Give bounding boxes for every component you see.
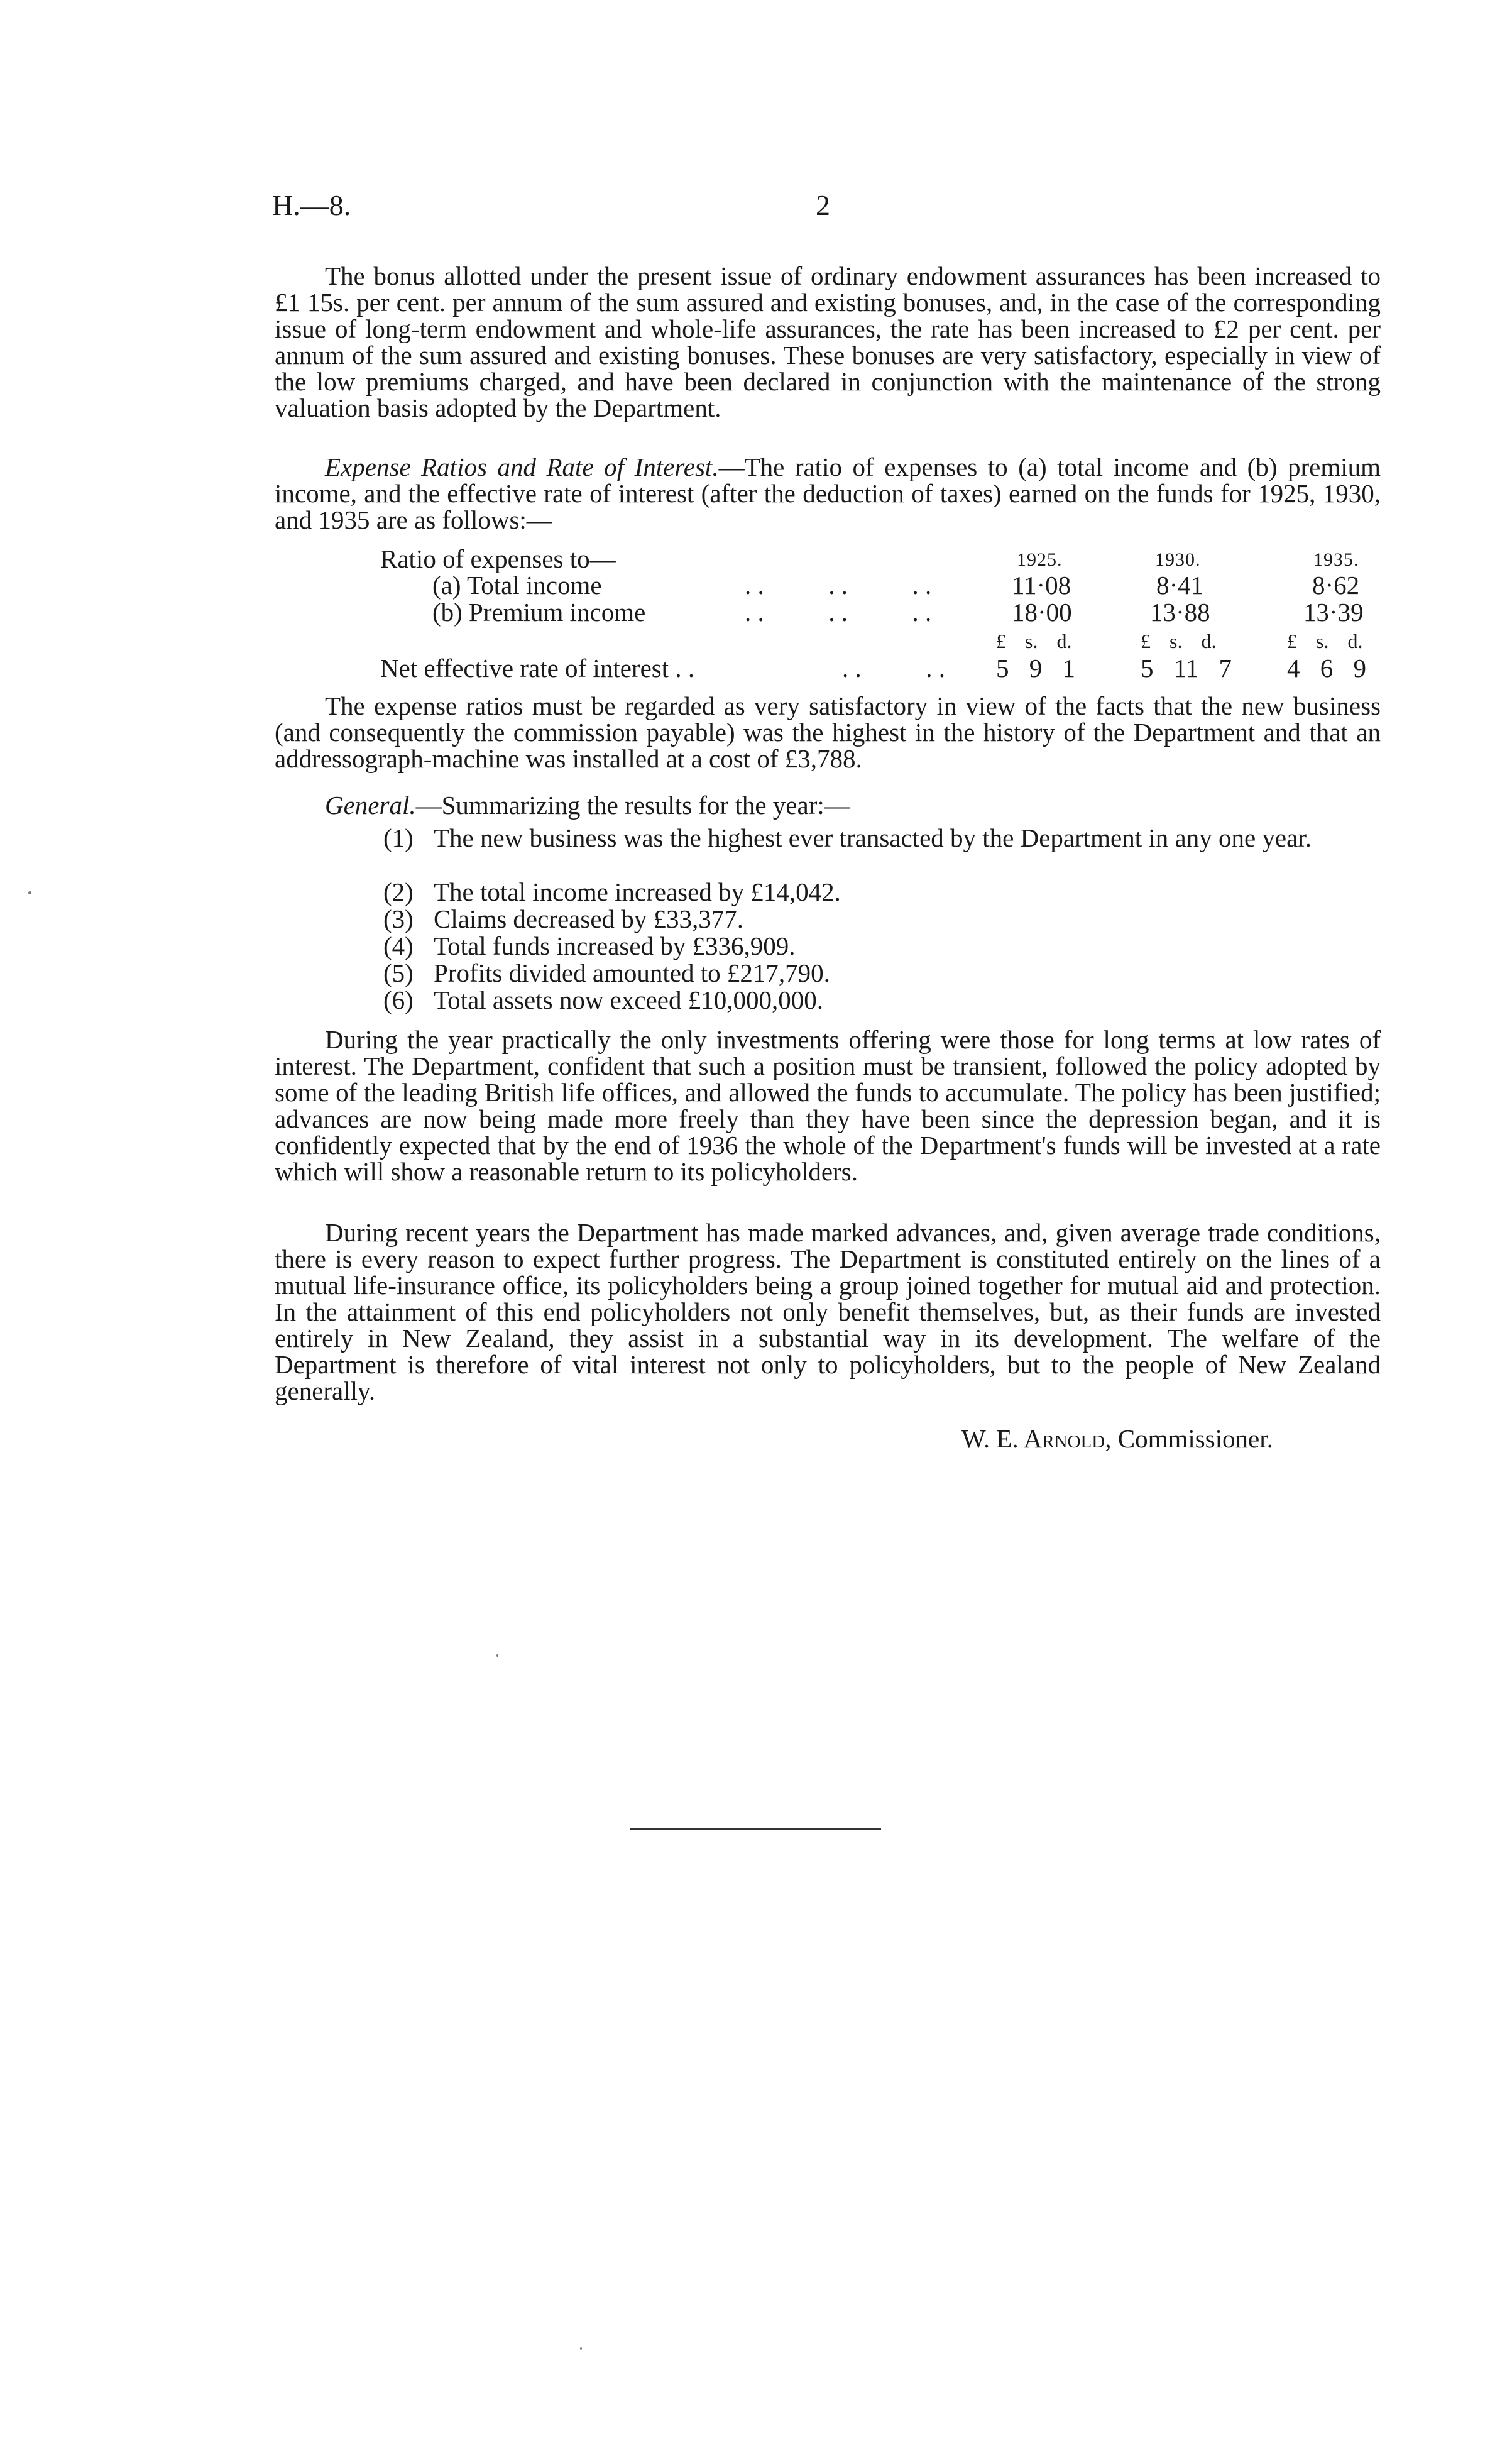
list-item-number: (2): [383, 877, 414, 906]
list-item-text: The total income increased by £14,042.: [434, 877, 841, 906]
list-item-number: (6): [383, 986, 414, 1014]
scan-speck: [580, 2347, 582, 2350]
scan-speck: [496, 1654, 498, 1657]
year-1925-header: 1925.: [1017, 549, 1063, 570]
bonus-paragraph-text: The bonus allotted under the present issue of ordinary endowment assurances has been increased to £1 15s. per cent. per annum of the sum assured and existing bonuses, and, in the case of the corresponding issue of long-term endowment and whole-life assurances, the rate has been increased to £2 per cent. per annum of the sum assured and existing bonuses. These bonuses are very satisfactory, especially in view of the low premiums charged, and have been declared in conjunction with the maintenance of the strong valuation basis adopted by the Department.: [275, 261, 1381, 422]
premium-income-1935: 13·39: [1303, 598, 1364, 627]
list-item-text: Total funds increased by £336,909.: [434, 931, 796, 960]
expense-ratios-comment-text: The expense ratios must be regarded as very satisfactory in view of the facts that the new business (and consequently the commission payable) was the highest in the history of the Department and that an addressograph-machine was installed at a cost of £3,788.: [275, 691, 1381, 773]
list-item-number: (1): [383, 823, 414, 852]
total-income-1935: 8·62: [1312, 571, 1360, 600]
ratio-label: Ratio of expenses to—: [380, 544, 616, 573]
interest-1930: 5 11 7: [1141, 654, 1232, 683]
list-item: [383, 825, 1383, 851]
page-number: 2: [816, 189, 830, 221]
premium-income-label: (b) Premium income: [432, 598, 646, 627]
expense-ratios-comment: [275, 693, 1381, 772]
document-reference: H.—8.: [272, 189, 351, 221]
expense-ratios-paragraph: [275, 454, 1381, 533]
total-income-1925: 11·08: [1012, 571, 1071, 600]
interest-label: Net effective rate of interest . .: [380, 654, 695, 683]
year-1935-header: 1935.: [1313, 549, 1359, 570]
investments-paragraph: [275, 1026, 1381, 1185]
premium-income-1925: 18·00: [1012, 598, 1072, 627]
list-item: [383, 906, 1383, 932]
scan-speck: [28, 891, 31, 894]
list-item-text: Claims decreased by £33,377.: [434, 904, 744, 933]
list-item: [383, 987, 1383, 1013]
investments-paragraph-text: During the year practically the only investments offering were those for long terms at low rates of interest. The Department, confident that such a position must be transient, followed the policy adopted by some of the leading British life offices, and allowed the funds to accumulate. The policy has been justified; advances are now being made more freely than they have been since the depression began, and it is confidently expected that by the end of 1936 the whole of the Department's funds will be invested at a rate which will show a reasonable return to its policyholders.: [275, 1025, 1381, 1186]
list-item-text: Total assets now exceed £10,000,000.: [434, 986, 823, 1014]
total-income-label: (a) Total income: [432, 571, 602, 600]
expense-ratios-heading: Expense Ratios and Rate of Interest.: [325, 453, 719, 481]
signature-title: Commissioner.: [1117, 1424, 1273, 1453]
signature: [961, 1424, 1273, 1454]
premium-income-1930: 13·88: [1150, 598, 1210, 627]
currency-header-1935: £ s. d.: [1287, 630, 1363, 652]
list-item: [383, 960, 1383, 986]
total-income-leader-dots: . . . . . .: [745, 571, 932, 600]
closing-rule: [630, 1828, 881, 1830]
interest-1925: 5 9 1: [996, 654, 1075, 683]
list-item-number: (3): [383, 904, 414, 933]
year-1930-header: 1930.: [1155, 549, 1201, 570]
currency-header-1925: £ s. d.: [996, 630, 1072, 652]
premium-income-leader-dots: . . . . . .: [745, 598, 932, 627]
general-text: —Summarizing the results for the year:—: [415, 791, 850, 820]
list-item-number: (5): [383, 958, 414, 987]
general-heading: General.: [325, 791, 416, 820]
general-line: [325, 792, 850, 818]
list-item: [383, 879, 1383, 905]
expense-ratios-text: —The ratio of expenses to (a) total income and (b) premium income, and the effective rate of interest (after the deduction of taxes) earned on the funds for 1925, 1930, and 1935 are as follows:—: [275, 453, 1381, 534]
interest-leader-dots: . . . .: [842, 654, 945, 683]
interest-1935: 4 6 9: [1287, 654, 1366, 683]
list-item-text: Profits divided amounted to £217,790.: [434, 958, 830, 987]
list-item-text: The new business was the highest ever transacted by the Department in any one year.: [434, 823, 1312, 852]
list-item: [383, 933, 1383, 959]
currency-header-1930: £ s. d.: [1141, 630, 1217, 652]
bonus-paragraph: [275, 263, 1381, 421]
signature-name: W. E. Arnold,: [961, 1424, 1112, 1453]
progress-paragraph-text: During recent years the Department has made marked advances, and, given average trade conditions, there is every reason to expect further progress. The Department is constituted entirely on the lines of a mutual life-insurance office, its policyholders being a group joined together for mutual aid and protection. In the attainment of this end policyholders not only benefit themselves, but, as their funds are invested entirely in New Zealand, they assist in a substantial way in its development. The welfare of the Department is therefore of vital interest not only to policyholders, but to the people of New Zealand generally.: [275, 1218, 1381, 1405]
progress-paragraph: [275, 1219, 1381, 1404]
list-item-number: (4): [383, 931, 414, 960]
total-income-1930: 8·41: [1156, 571, 1204, 600]
